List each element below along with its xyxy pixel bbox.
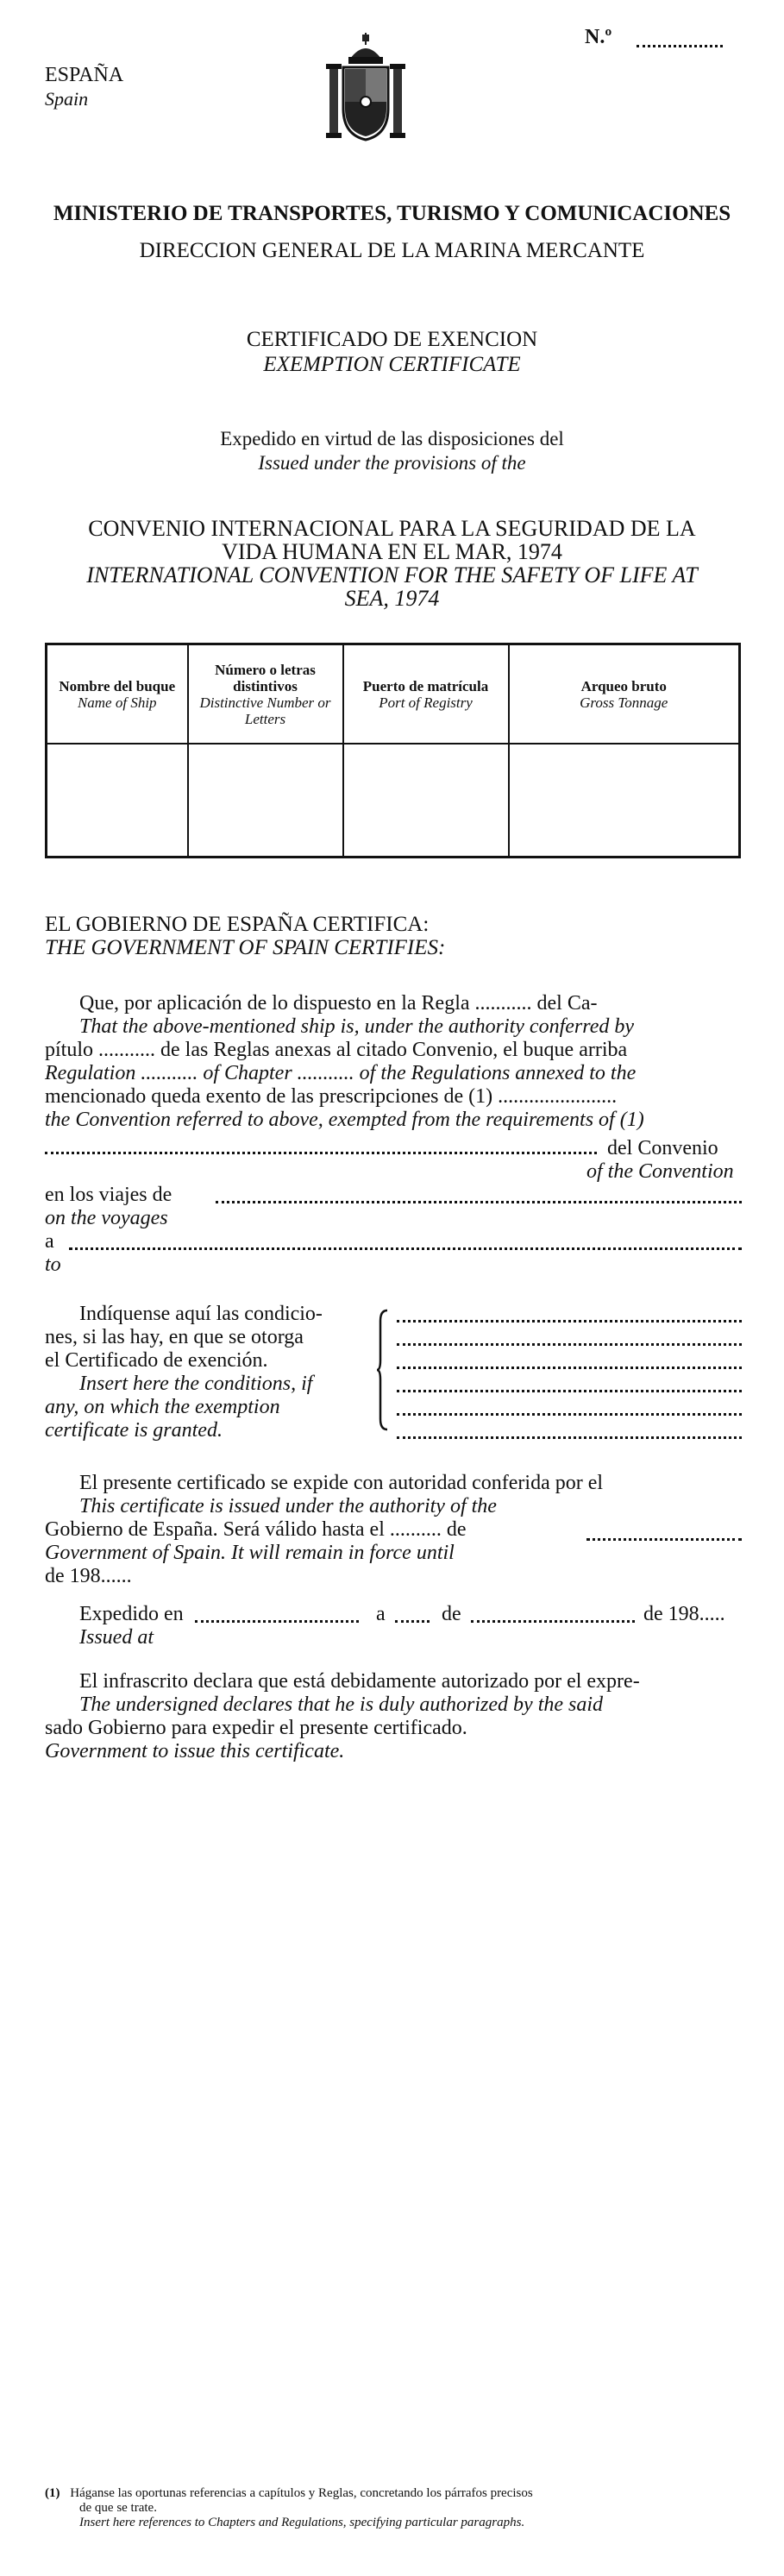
issued-de-label: de — [442, 1603, 461, 1625]
issued-es: Expedido en virtud de las disposiciones del — [220, 428, 564, 449]
table-row — [47, 744, 740, 858]
col-gross-tonnage: Arqueo bruto Gross Tonnage — [509, 644, 740, 745]
ship-particulars-table — [45, 643, 741, 858]
convention-es-suffix: del Convenio — [607, 1137, 718, 1159]
footnote-en: Insert here references to Chapters and Regulations, specifying particular paragraphs. — [79, 2516, 525, 2529]
coat-of-arms-icon — [324, 33, 407, 143]
voyages-label-en: on the voyages — [45, 1207, 168, 1229]
col-distinctive-number: Número o letras distintivos Distinctive Number or Letters — [188, 644, 343, 745]
conditions-line-2[interactable] — [397, 1343, 742, 1346]
conditions-line-5[interactable] — [397, 1413, 742, 1416]
issued-place-field[interactable] — [195, 1620, 359, 1623]
voyages-label-es: en los viajes de — [45, 1184, 172, 1206]
conditions-line-1[interactable] — [397, 1320, 742, 1323]
conditions-line-6[interactable] — [397, 1436, 742, 1439]
voyages-from-field[interactable] — [216, 1201, 742, 1203]
valid-until-year-field[interactable] — [586, 1538, 742, 1541]
footnote — [45, 2486, 742, 2530]
footnote-es-line2: de que se trate. — [79, 2501, 157, 2515]
voyages-to-field[interactable] — [69, 1247, 742, 1250]
country-en: Spain — [45, 88, 89, 110]
declaration-paragraph: El infrascrito declara que está debidamente autorizado por el expre- The undersigned declares that he is duly authorized by the said sado Gobierno para expedir el presente certificado. Government to issue this certificate. — [45, 1670, 640, 1762]
ship-name-cell[interactable] — [47, 744, 188, 858]
government-certifies-en: THE GOVERNMENT OF SPAIN CERTIFIES: — [45, 936, 446, 959]
requirements-field[interactable] — [45, 1152, 597, 1154]
issued-year-label: de 198..... — [643, 1603, 725, 1625]
distinctive-number-cell[interactable] — [188, 744, 343, 858]
issued-at-label-en: Issued at — [79, 1626, 154, 1649]
conditions-line-3[interactable] — [397, 1367, 742, 1369]
convention-en-suffix: of the Convention — [586, 1160, 734, 1183]
conditions-line-4[interactable] — [397, 1390, 742, 1392]
convention-en-line1: INTERNATIONAL CONVENTION FOR THE SAFETY OF LIFE AT — [86, 562, 698, 587]
issued-en: Issued under the provisions of the — [258, 452, 526, 474]
voyages-to-label-es: a — [45, 1230, 54, 1253]
validity-paragraph: El presente certificado se expide con autoridad conferida por el This certificate is issued under the authority of the Gobierno de España. Será válido hasta el .......... de Government of Spain. It will remain in force until de 198...... — [45, 1472, 604, 1587]
col-port-of-registry: Puerto de matrícula Port of Registry — [343, 644, 509, 745]
issued-a-label: a — [376, 1603, 386, 1625]
exemption-paragraph: Que, por aplicación de lo dispuesto en la Regla ........... del Ca- That the above-mentioned ship is, under the authority conferred by pítulo ........... de las Reglas anexas al citado Convenio, el buque arriba Regulation ........... of Chapter ........... of the Regulations annexed to the mencionado queda exento de las prescripciones de (1) ....................... the Convention referred to above, exempted from the requirements of (1) — [45, 992, 644, 1131]
footnote-es-line1: Háganse las oportunas referencias a capítulos y Reglas, concretando los párrafos precisos — [70, 2486, 533, 2500]
convention-es-line1: CONVENIO INTERNACIONAL PARA LA SEGURIDAD DE LA — [88, 516, 696, 541]
government-certifies-es: EL GOBIERNO DE ESPAÑA CERTIFICA: — [45, 913, 430, 936]
port-of-registry-cell[interactable] — [343, 744, 509, 858]
voyages-to-label-en: to — [45, 1253, 61, 1276]
footnote-mark: (1) — [45, 2486, 60, 2500]
issued-month-field[interactable] — [471, 1620, 635, 1623]
col-ship-name: Nombre del buque Name of Ship — [47, 644, 188, 745]
certificate-number-field[interactable] — [637, 45, 723, 47]
issued-day-field[interactable] — [395, 1620, 430, 1623]
directorate-title: DIRECCION GENERAL DE LA MARINA MERCANTE — [139, 239, 645, 262]
conditions-instructions: Indíquense aquí las condicio- nes, si las hay, en que se otorga el Certificado de exención. Insert here the conditions, if any, on which the exemption certificate is granted. — [45, 1303, 323, 1442]
table-header-row — [47, 644, 740, 745]
gross-tonnage-cell[interactable] — [509, 744, 740, 858]
title-en: EXEMPTION CERTIFICATE — [263, 353, 521, 376]
certificate-number-label: N.º — [585, 26, 612, 48]
convention-es-line2: VIDA HUMANA EN EL MAR, 1974 — [222, 539, 562, 564]
title-es: CERTIFICADO DE EXENCION — [246, 328, 538, 351]
convention-en-line2: SEA, 1974 — [344, 586, 440, 611]
bracket-brace-icon — [377, 1309, 389, 1431]
issued-at-label-es: Expedido en — [79, 1603, 184, 1625]
country-es: ESPAÑA — [45, 64, 124, 86]
ministry-title: MINISTERIO DE TRANSPORTES, TURISMO Y COMUNICACIONES — [53, 202, 731, 225]
